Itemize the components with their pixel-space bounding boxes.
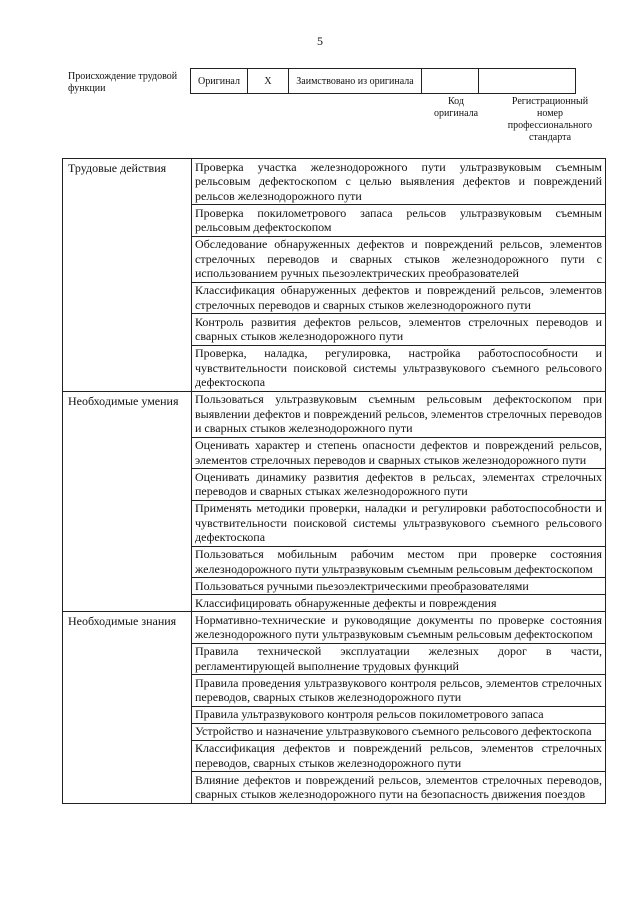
list-item: Правила технической эксплуатации железных дорог в части, регламентирующей выполнение трудовых функций — [192, 644, 605, 676]
list-item: Оценивать динамику развития дефектов в рельсах, элементах стрелочных переводов и сварных стыках железнодорожного пути — [192, 469, 605, 501]
list-item: Пользоваться ультразвуковым съемным рельсовым дефектоскопом при выявлении дефектов и повреждений рельсов, элементов стрелочных переводов и сварных стыков железнодорожного пути — [192, 392, 605, 438]
original-label: Оригинал — [191, 69, 248, 94]
list-item: Влияние дефектов и повреждений рельсов, элементов стрелочных переводов, сварных стыков железнодорожного пути на безопасность движения поездов — [195, 772, 602, 801]
list-item: Проверка, наладка, регулировка, настройка работоспособности и чувствительности поисковой системы ультразвукового съемного рельсового дефектоскопа — [195, 346, 602, 389]
section-row — [63, 612, 606, 804]
section-items — [192, 391, 606, 612]
code-label: Код оригинала — [433, 96, 479, 119]
list-item: Правила проведения ультразвукового контроля рельсов, элементов стрелочных переводов, сварных стыков железнодорожного пути — [192, 675, 605, 707]
list-item: Пользоваться мобильным рабочим местом при проверке состояния железнодорожного пути ультразвуковым съемным рельсовым дефектоскопом — [192, 547, 605, 579]
origin-label: Происхождение трудовой функции — [68, 71, 178, 94]
original-mark: X — [248, 69, 289, 94]
section-title: Необходимые знания — [63, 612, 192, 804]
list-item: Классифицировать обнаруженные дефекты и повреждения — [195, 595, 497, 610]
page-number: 5 — [317, 34, 323, 48]
section-title: Необходимые умения — [63, 391, 192, 612]
section-row — [63, 391, 606, 612]
code-cell — [422, 69, 479, 94]
list-item: Классификация дефектов и повреждений рельсов, элементов стрелочных переводов, сварных стыков железнодорожного пути — [192, 741, 605, 773]
list-item: Нормативно-технические и руководящие документы по проверке состояния железнодорожного пути ультразвуковым съемным рельсовым дефектоскопом — [192, 612, 605, 644]
list-item: Проверка покилометрового запаса рельсов ультразвуковым съемным рельсовым дефектоскопом — [192, 205, 605, 237]
list-item: Правила ультразвукового контроля рельсов покилометрового запаса — [192, 707, 605, 724]
section-title: Трудовые действия — [63, 159, 192, 392]
list-item: Применять методики проверки, наладки и регулировки работоспособности и чувствительности поисковой системы ультразвукового съемного рельсового дефектоскопа — [192, 501, 605, 547]
list-item: Обследование обнаруженных дефектов и повреждений рельсов, элементов стрелочных переводов и сварных стыков железнодорожного пути с использованием ручных пьезоэлектрических преобразователей — [192, 237, 605, 283]
section-row — [63, 159, 606, 392]
section-items — [192, 612, 606, 804]
list-item: Классификация обнаруженных дефектов и повреждений рельсов, элементов стрелочных переводов и сварных стыков железнодорожного пути — [192, 283, 605, 315]
list-item: Контроль развития дефектов рельсов, элементов стрелочных переводов и сварных стыков железнодорожного пути — [192, 314, 605, 346]
list-item: Проверка участка железнодорожного пути ультразвуковым съемным рельсовым дефектоскопом с целью выявления дефектов и повреждений рельсов железнодорожного пути — [192, 159, 605, 205]
competency-table — [62, 158, 606, 804]
list-item: Пользоваться ручными пьезоэлектрическими преобразователями — [192, 578, 605, 595]
section-items — [192, 159, 606, 392]
borrowed-label: Заимствовано из оригинала — [289, 69, 422, 94]
reg-number-label: Регистрационный номер профессионального стандарта — [507, 96, 593, 143]
origin-box — [190, 68, 576, 94]
reg-cell — [479, 69, 576, 94]
list-item: Оценивать характер и степень опасности дефектов и повреждений рельсов, элементов стрелочных переводов и сварных стыков железнодорожного пути — [192, 438, 605, 470]
list-item: Устройство и назначение ультразвукового съемного рельсового дефектоскопа — [192, 724, 605, 741]
